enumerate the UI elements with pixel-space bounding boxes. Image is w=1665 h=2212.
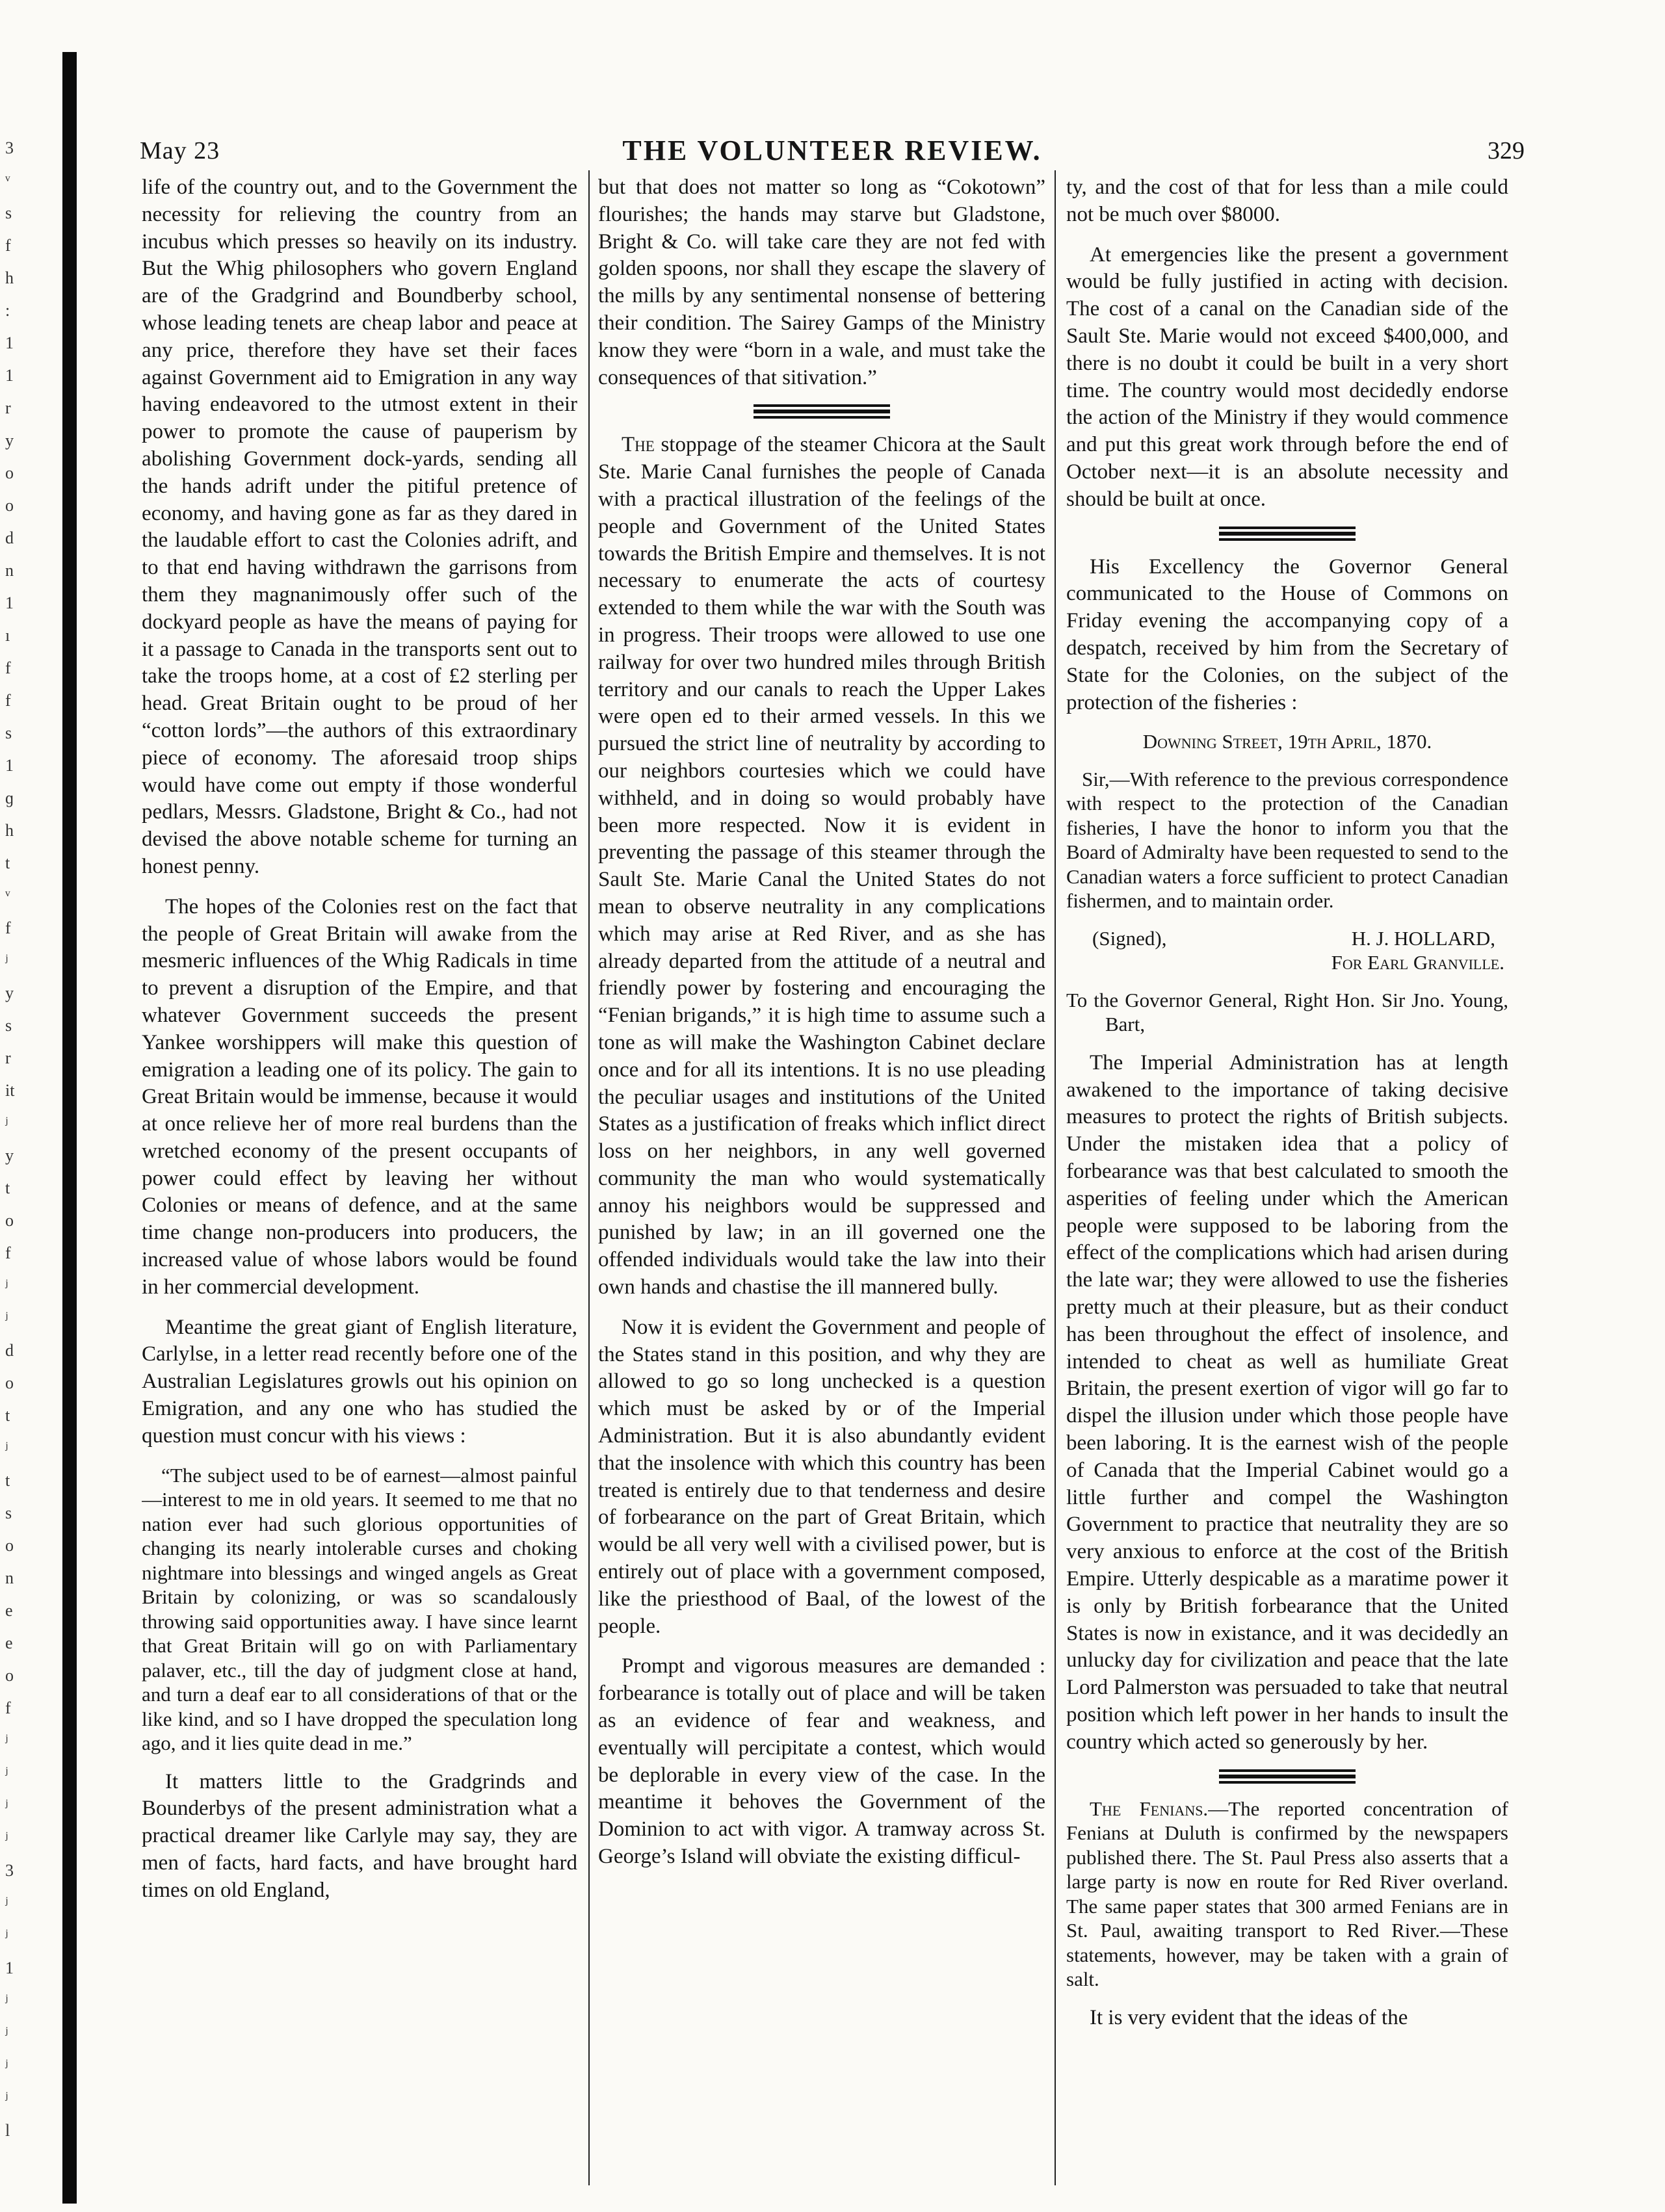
margin-bleed-char: n [5, 561, 14, 580]
margin-bleed-char: ʲ [5, 1893, 8, 1912]
page-header [140, 130, 1525, 166]
margin-bleed-char: 3 [5, 1861, 14, 1880]
column-1 [142, 174, 577, 2202]
margin-bleed-char: ʲ [5, 1276, 8, 1295]
margin-bleed-char: y [5, 1146, 14, 1165]
margin-bleed-char: t [5, 853, 10, 872]
despatch-text: Sir,—With reference to the previous correspondence with respect to the protection of the Canadian fisheries, I have the honor to inform you that the Board of Admiralty have been requested to send to the Canadian waters a force sufficient to protect Canadian fishermen, and to maintain order. [1066, 767, 1508, 913]
margin-bleed-char: y [5, 983, 14, 1002]
margin-bleed-char: o [5, 1666, 14, 1685]
signature-line [1066, 926, 1508, 951]
paragraph: At emergencies like the present a government would be fully justified in acting with decision. The cost of a canal on the Canadian side of the Sault Ste. Marie would not exceed $400,000, and there is no doubt it could be built in a very short time. The country would most decidedly endorse the action of the Ministry if they would commence and put this great work through before the end of October next—it is an absolute necessity and should be built at once. [1066, 242, 1508, 511]
paragraph: It matters little to the Gradgrinds and Bounderbys of the present administration what a practical dreamer like Carlyle may say, they are men of facts, hard facts, and have brought hard times on old England, [142, 1769, 577, 1902]
margin-bleed-char: 1 [5, 756, 14, 775]
margin-bleed-char: f [5, 918, 11, 937]
margin-bleed-char: h [5, 268, 14, 287]
section-divider [754, 404, 890, 419]
margin-bleed-char: o [5, 1373, 14, 1392]
margin-bleed-char: n [5, 1568, 14, 1587]
margin-bleed-char: r [5, 1048, 11, 1067]
lead-word: The Fenians. [1090, 1797, 1209, 1820]
paragraph: ty, and the cost of that for less than a mile could not be much over $8000. [1066, 176, 1508, 226]
column-rule [588, 170, 590, 2185]
margin-bleed-char: ı [5, 626, 10, 645]
margin-bleed-char: l [5, 2121, 10, 2140]
margin-bleed-char: ʲ [5, 2056, 8, 2075]
margin-bleed-char: y [5, 431, 14, 450]
page-number: 329 [1488, 137, 1525, 164]
margin-bleed-char: it [5, 1081, 15, 1100]
margin-bleed-char: ᵛ [5, 171, 10, 190]
margin-bleed-char: o [5, 1211, 14, 1230]
margin-bleed-char: ʲ [5, 951, 8, 970]
paragraph [598, 432, 1045, 1301]
margin-bleed-char: r [5, 398, 11, 417]
margin-bleed-char: 1 [5, 333, 14, 352]
lead-word: The [622, 433, 655, 457]
column-3 [1066, 174, 1508, 2202]
margin-bleed-char: s [5, 203, 12, 222]
margin-bleed-char: ʲ [5, 1763, 8, 1782]
column-2 [598, 174, 1045, 2202]
despatch-address: To the Governor General, Right Hon. Sir Jno. Young, Bart, [1066, 988, 1508, 1036]
margin-bleed-char: f [5, 236, 11, 255]
margin-bleed-char: 1 [5, 1958, 14, 1977]
margin-bleed-char: s [5, 723, 12, 742]
margin-bleed-char: 1 [5, 366, 14, 385]
margin-bleed-char: f [5, 1698, 11, 1717]
paragraph: It is very evident that the ideas of the [1090, 2005, 1408, 2029]
margin-bleed-char: s [5, 1016, 12, 1035]
margin-bleed-char: ʲ [5, 1828, 8, 1847]
paragraph: The hopes of the Colonies rest on the fact that the people of Great Britain will awake from the mesmeric influences of the Whig Radicals in time to prevent a disruption of the Empire, and that whatever Government succeeds the present Yankee worshippers will make this question of emigration a leading one of its policy. The gain to Great Britain would be immense, because it would at once relieve her of more real burdens than the wretched economy of the present occupants of power could effect by leaving her without Colonies or means of defence, and at the same time change non-producers into producers, the increased value of whose labors would be found in her commercial development. [142, 894, 577, 1299]
margin-bleed-char: o [5, 463, 14, 482]
margin-bleed-char: ɡ [5, 788, 14, 807]
paragraph: The Imperial Administration has at length awakened to the importance of taking decisive measures to protect the rights of British subjects. Under the mistaken idea that a policy of forbearance was that best calculated to smooth the asperities of feeling under which the American people were supposed to be laboring from the effect of the complications which had arisen during the late war; they were allowed to use the fisheries pretty much at their pleasure, but as their conduct has been throughout the effect of insolence, and intended to cheat as well as humiliate Great Britain, the present exertion of vigor will go far to dispel the illusion under which those people have been laboring. It is the earnest wish of the people of Canada that the Imperial Cabinet would go a little further and compel the Washington Government to practice that neutrality they are so very anxious to enforce at the cost of the British Empire. Utterly despicable as a maratime power it is only by British forbearance that the United States is now in existance, and it was decidedly an unlucky day for civilization and peace that the late Lord Palmerston was persuaded to take that neutral position which left power in her hands to insult the country which acted so generously by her. [1066, 1050, 1508, 1754]
margin-bleed-char: ʲ [5, 1796, 8, 1815]
signer-name: H. J. HOLLARD, [1351, 926, 1495, 950]
paragraph: Prompt and vigorous measures are demanded : forbearance is totally out of place and will be taken as an evidence of fear and weakness, and eventually will percipitate a contest, which would be deplorable in every view of the case. In the meantime it behoves the Government of the Dominion to act with vigor. A tramway across St. George’s Island will obviate the existing difficul- [598, 1654, 1045, 1869]
margin-bleed-char: o [5, 1536, 14, 1555]
left-margin-bleed [0, 0, 46, 2212]
paragraph: but that does not matter so long as “Cokotown” flourishes; the hands may starve but Gladstone, Bright & Co. will take care they are not fed with golden spoons, nor shall they escape the slavery of the mills by any sentimental nonsense of bettering their condition. The Sairey Gamps of the Ministry know they were “born in a wale, and must take the consequences of that sitivation.” [598, 176, 1045, 389]
margin-bleed-char: e [5, 1601, 13, 1620]
paragraph: Now it is evident the Government and people of the States stand in this position, and why they are allowed to go so long unchecked is a question which must be asked by or of the Imperial Administration. But it is also abundantly evident that the insolence with which this country has been treated is entirely due to that tenderness and desire of forbearance on the part of Great Britain, which would be all very well with a civilised power, but is entirely out of place with a government composed, like the priesthood of Baal, of the lowest of the people. [598, 1315, 1045, 1638]
margin-bleed-char: ʲ [5, 2023, 8, 2042]
margin-bleed-char: d [5, 528, 14, 547]
margin-bleed-char: f [5, 658, 11, 677]
margin-bleed-char: ʲ [5, 1926, 8, 1945]
section-divider [1219, 527, 1356, 541]
margin-bleed-char: 1 [5, 593, 14, 612]
margin-bleed-char: d [5, 1341, 14, 1360]
margin-bleed-char: ʲ [5, 1731, 8, 1750]
margin-bleed-char: ʲ [5, 2088, 8, 2107]
margin-bleed-char: f [5, 691, 11, 710]
margin-bleed-char: ʲ [5, 1308, 8, 1327]
paragraph-text: —The reported concentration of Fenians at Duluth is confirmed by the newspapers published there. The St. Paul Press also asserts that a large party is now en route for Red River overland. The same paper states that 300 armed Fenians are in St. Paul, awaiting transport to Red River.—These statements, however, may be taken with a grain of salt. [1066, 1797, 1508, 1991]
binding-shadow [62, 52, 77, 2204]
margin-bleed-char: s [5, 1503, 12, 1522]
publication-title: THE VOLUNTEER REVIEW. [622, 135, 1042, 166]
paragraph-text: stoppage of the steamer Chicora at the Sault Ste. Marie Canal furnishes the people of Canada with a practical illustration of the feelings of the people and Government of the United States towards the British Empire and themselves. It is not necessary to enumerate the acts of courtesy extended to them while the war with the South was in progress. Their troops were allowed to use one railway for over two hundred miles through British territory and our canals to reach the Upper Lakes were open ed to their armed vessels. In this we pursued the strict line of neutrality by according to our neighbors courtesies which we could have withheld, and in doing so would probably have been more respected. Now it is evident in preventing the passage of this steamer through the Sault Ste. Marie Canal the United States do not mean to observe neutrality in any complications which may arise at Red River, and as she has already departed from the attitude of a neutral and friendly power by fostering and encouraging the “Fenian brigands,” it is high time to assume such a tone as will make the Washington Cabinet declare once and for all its intentions. It is no use pleading the peculiar usages and institutions of the United States as a justification of freaks which inflict direct loss on her neighbors, in any well governed community the man who would systematically annoy his neighbors would be suppressed and punished by law; in an ill governed one the offended individuals would take the law into their own hands and chastise the ill mannered bully. [598, 433, 1045, 1299]
paragraph: life of the country out, and to the Government the necessity for relieving the country from an incubus which presses so heavily on its industry. But the Whig philosophers who govern England are of the Gradgrind and Boundberby school, whose leading tenets are cheap labor and peace at any price, therefore they have set their faces against Government aid to Emigration in any way having endeavored to the utmost extent in their power to promote the cause of pauperism by abolishing Government dock-yards, sending all the hands adrift under the pitiful pretence of economy, and having gone as far as they dared in the laudable effort to cast the Colonies adrift, and to that end having withdrawn the garrisons from them they magnanimously offer such of the dockyard people as have the means of paying for it a passage to Canada in the transports sent out to take the troops home, at a cost of £2 sterling per head. Great Britain ought to be proud of her “cotton lords”—the authors of this extraordinary piece of economy. The aforesaid troop ships would have come out empty if those wonderful pedlars, Messrs. Gladstone, Bright & Co., had not devised the above notable scheme for turning an honest penny. [142, 176, 577, 878]
paragraph: Meantime the great giant of English literature, Carlylse, in a letter read recently before one of the Australian Legislatures growls out his opinion on Emigration, and any one who has studied the question must concur with his views : [142, 1315, 577, 1448]
paragraph [1066, 1797, 1508, 1992]
margin-bleed-char: o [5, 496, 14, 515]
signed-label: (Signed), [1092, 926, 1167, 950]
margin-bleed-char: ʲ [5, 1438, 8, 1457]
margin-bleed-char: t [5, 1471, 10, 1490]
margin-bleed-char: h [5, 821, 14, 840]
margin-bleed-char: 3 [5, 138, 14, 157]
letter-dateline: Downing Street, 19th April, 1870. [1142, 730, 1432, 753]
margin-bleed-char: ʲ [5, 1113, 8, 1132]
margin-bleed-char: ʲ [5, 1991, 8, 2010]
carlyle-quote: “The subject used to be of earnest—almost painful—interest to me in old years. It seemed to me that no nation ever had such glorious opportunities of changing its nearly intolerable curses and choking nightmare into blessings and winged angels as Great Britain by colonizing, or was so scandalously throwing said opportunities away. I have since learnt that Great Britain will go on with Parliamentary palaver, etc., till the day of judgment close at hand, and turn a deaf ear to all considerations of that or the like kind, and so I have dropped the speculation long ago, and it lies quite dead in me.” [142, 1463, 577, 1755]
margin-bleed-char: ᵛ [5, 886, 10, 905]
margin-bleed-char: t [5, 1178, 10, 1197]
header-date: May 23 [140, 137, 220, 164]
column-rule [1055, 170, 1056, 2185]
margin-bleed-char: f [5, 1243, 11, 1262]
signer-for: For Earl Granville. [1331, 951, 1504, 974]
paragraph: His Excellency the Governor General communicated to the House of Commons on Friday evening the accompanying copy of a despatch, received by him from the Secretary of State for the Colonies, on the subject of the protection of the fisheries : [1066, 554, 1508, 714]
margin-bleed-char: e [5, 1633, 13, 1652]
margin-bleed-char: t [5, 1406, 10, 1425]
margin-bleed-char: : [5, 301, 10, 320]
section-divider [1219, 1769, 1356, 1784]
